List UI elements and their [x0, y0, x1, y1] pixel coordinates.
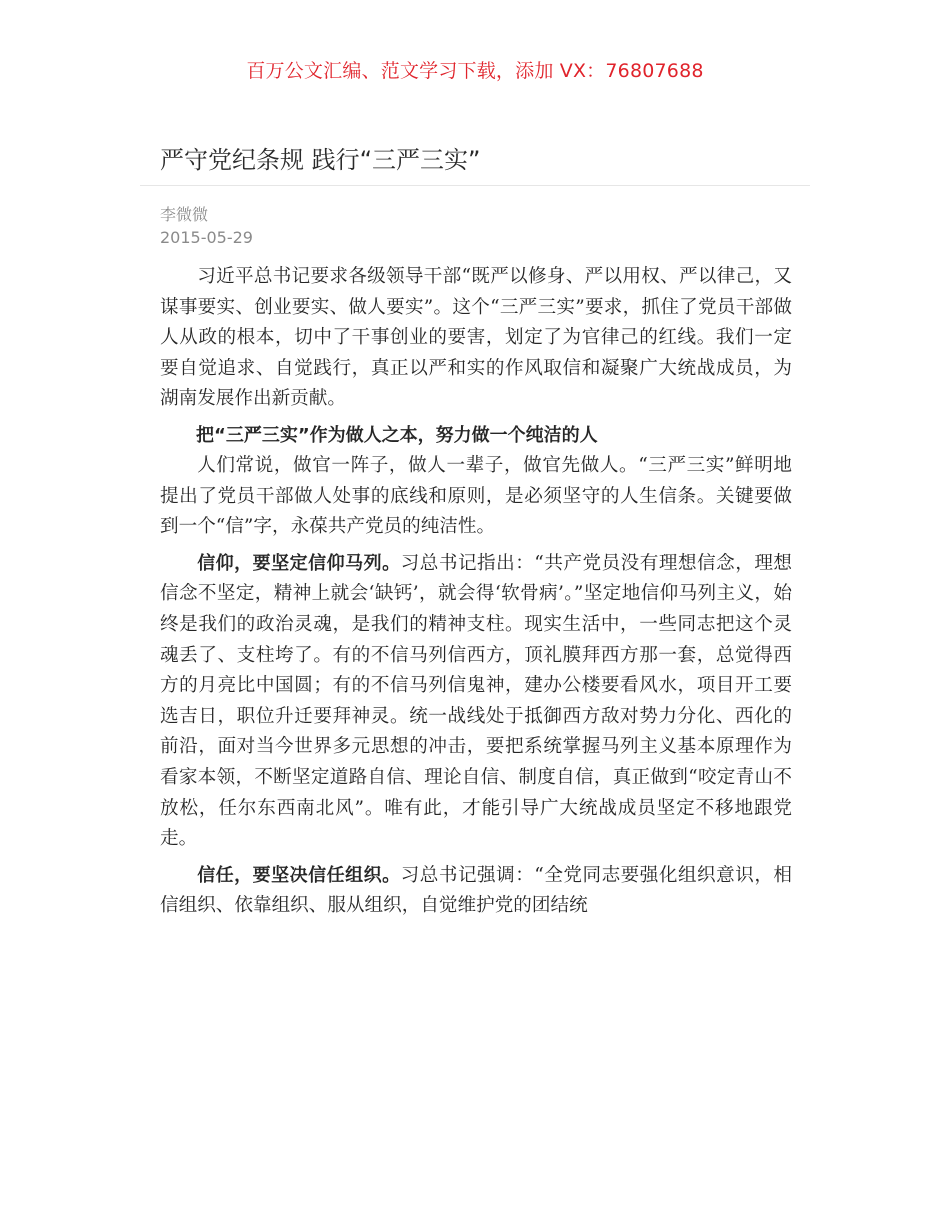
- article-title: 严守党纪条规 践行“三严三实”: [160, 146, 481, 174]
- article-author: 李微微: [160, 205, 209, 224]
- trust-paragraph: [160, 861, 792, 922]
- intro-paragraph: 习近平总书记要求各级领导干部“既严以修身、严以用权、严以律己，又谋事要实、创业要实、做人要实”。这个“三严三实”要求，抓住了党员干部做人从政的根本，切中了干事创业的要害，划定了为官律己的红线。我们一定要自觉追求、自觉践行，真正以严和实的作风取信和凝聚广大统战成员，为湖南发展作出新贡献。: [160, 266, 792, 410]
- trust-lead: 信任，要坚决信任组织。: [197, 864, 401, 886]
- promo-banner: 百万公文汇编、范文学习下载，添加 VX：76807688: [246, 60, 704, 82]
- belief-lead: 信仰，要坚定信仰马列。: [197, 552, 401, 574]
- title-divider: [140, 185, 810, 186]
- belief-paragraph: [160, 549, 792, 855]
- belief-text: 习总书记指出：“共产党员没有理想信念，理想信念不坚定，精神上就会‘缺钙’，就会得‘软骨病’。”坚定地信仰马列主义，始终是我们的政治灵魂，是我们的精神支柱。现实生活中，一些同志把这个灵魂丢了、支柱垮了。有的不信马列信西方，顶礼膜拜西方那一套，总觉得西方的月亮比中国圆；有的不信马列信鬼神，建办公楼要看风水，项目开工要选吉日，职位升迁要拜神灵。统一战线处于抵御西方敌对势力分化、西化的前沿，面对当今世界多元思想的冲击，要把系统掌握马列主义基本原理作为看家本领，不断坚定道路自信、理论自信、制度自信，真正做到“咬定青山不放松，任尔东西南北风”。唯有此，才能引导广大统战成员坚定不移地跟党走。: [160, 552, 793, 850]
- section-heading: 把“三严三实”作为做人之本，努力做一个纯洁的人: [196, 424, 598, 446]
- article-body: [160, 262, 792, 922]
- section-paragraph: 人们常说，做官一阵子，做人一辈子，做官先做人。“三严三实”鲜明地提出了党员干部做人处事的底线和原则，是必须坚守的人生信条。关键要做到一个“信”字，永葆共产党员的纯洁性。: [160, 454, 792, 538]
- trust-text: 习总书记强调：“全党同志要强化组织意识，相信组织、依靠组织、服从组织，自觉维护党的团结统: [160, 864, 793, 917]
- article-date: 2015-05-29: [160, 228, 253, 247]
